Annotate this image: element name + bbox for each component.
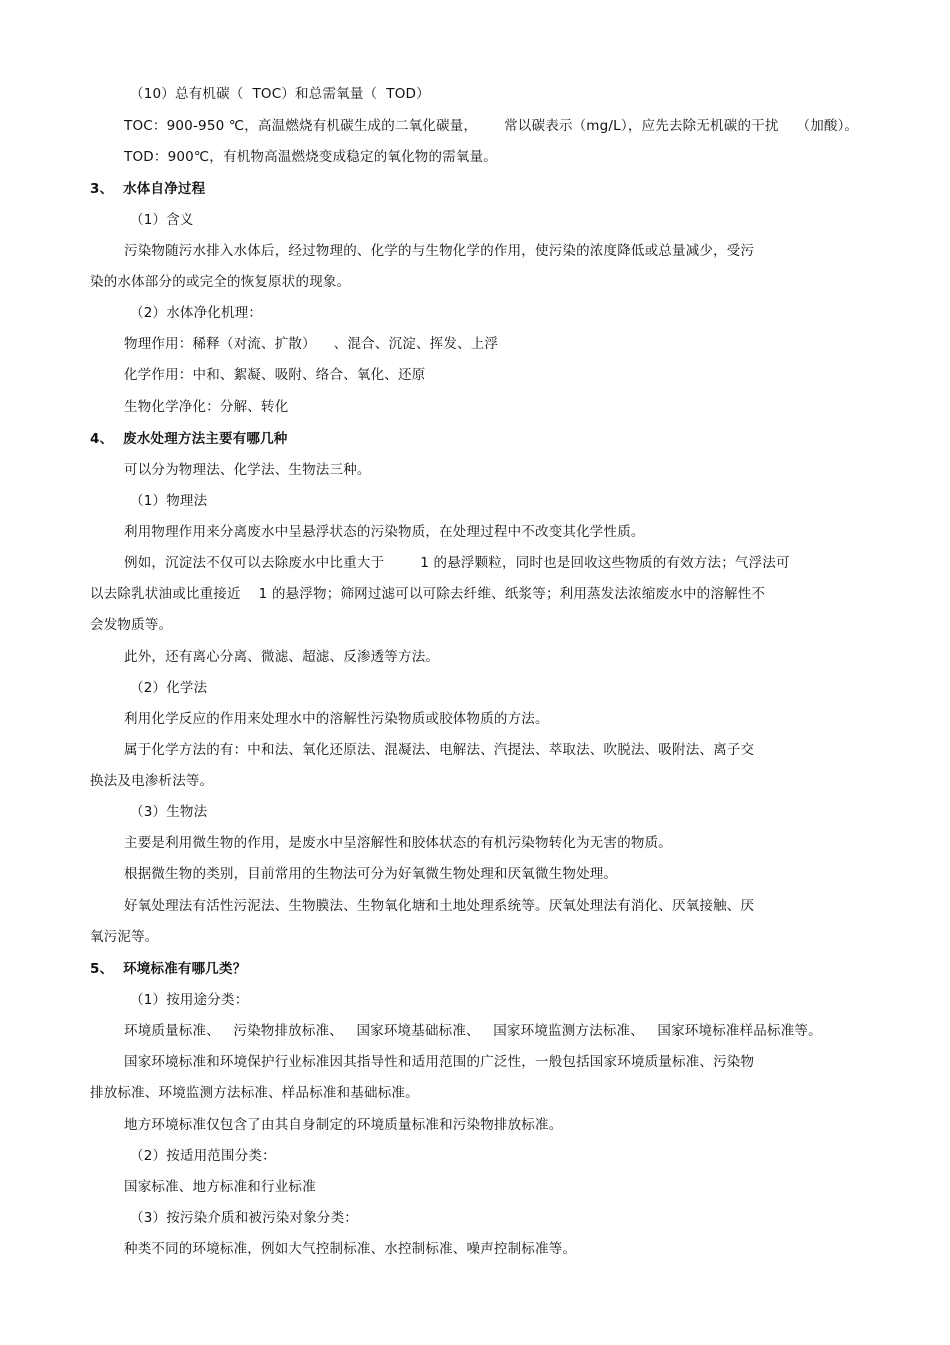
subsection-physical: （1）物理法 [130,493,208,509]
paragraph-line: 污染物随污水排入水体后，经过物理的、化学的与生物化学的作用，使污染的浓度降低或总量减少，受污 [124,243,755,259]
tod-definition: TOD：900℃，有机物高温燃烧变成稳定的氧化物的需氧量。 [124,149,497,165]
paragraph-line: 例如，沉淀法不仅可以去除废水中比重大于 1 的悬浮颗粒，同时也是回收这些物质的有效方法；气浮法可 [124,555,790,571]
paragraph-line: 排放标准、环境监测方法标准、样品标准和基础标准。 [90,1085,419,1101]
section-5-heading: 5、 环境标准有哪几类？ [90,961,247,977]
paragraph-line: 主要是利用微生物的作用，是废水中呈溶解性和胶体状态的有机污染物转化为无害的物质。 [124,835,672,851]
paragraph-line: 地方环境标准仅包含了由其自身制定的环境质量标准和污染物排放标准。 [124,1117,563,1133]
paragraph-line: 物理作用：稀释（对流、扩散） 、混合、沉淀、挥发、上浮 [124,336,499,352]
paragraph-line: 化学作用：中和、絮凝、吸附、络合、氧化、还原 [124,367,426,383]
subsection-chemical: （2）化学法 [130,680,208,696]
paragraph-line: 利用化学反应的作用来处理水中的溶解性污染物质或胶体物质的方法。 [124,711,549,727]
paragraph-line: 国家标准、地方标准和行业标准 [124,1179,316,1195]
paragraph-line: 生物化学净化：分解、转化 [124,399,289,415]
subsection-by-use: （1）按用途分类： [130,992,249,1008]
paragraph-line: 可以分为物理法、化学法、生物法三种。 [124,462,371,478]
section-3-heading: 3、 水体自净过程 [90,181,206,197]
paragraph-line: 好氧处理法有活性污泥法、生物膜法、生物氧化塘和土地处理系统等。厌氧处理法有消化、厌氧接触、厌 [124,898,755,914]
paragraph-line: 种类不同的环境标准，例如大气控制标准、水控制标准、噪声控制标准等。 [124,1241,577,1257]
subsection-meaning: （1）含义 [130,212,194,228]
toc-definition: TOC：900-950 ℃，高温燃烧有机碳生成的二氧化碳量， 常以碳表示（mg/L），应先去除无机碳的干扰 （加酸）。 [124,118,859,134]
subsection-mechanism: （2）水体净化机理： [130,305,263,321]
paragraph-line: 会发物质等。 [90,617,173,633]
paragraph-line: 此外，还有离心分离、微滤、超滤、反渗透等方法。 [124,649,440,665]
subsection-by-scope: （2）按适用范围分类： [130,1148,276,1164]
paragraph-line: 氧污泥等。 [90,929,159,945]
paragraph-line: 以去除乳状油或比重接近 1 的悬浮物；筛网过滤可以可除去纤维、纸浆等；利用蒸发法浓缩废水中的溶解性不 [90,586,766,602]
paragraph-line: 属于化学方法的有：中和法、氧化还原法、混凝法、电解法、汽提法、萃取法、吹脱法、吸附法、离子交 [124,742,755,758]
toc-tod-heading: （10）总有机碳（ TOC）和总需氧量（ TOD） [130,86,430,102]
paragraph-line: 换法及电渗析法等。 [90,773,214,789]
paragraph-line: 环境质量标准、 污染物排放标准、 国家环境基础标准、 国家环境监测方法标准、 国家环境标准样品标准等。 [124,1023,822,1039]
paragraph-line: 利用物理作用来分离废水中呈悬浮状态的污染物质，在处理过程中不改变其化学性质。 [124,524,645,540]
paragraph-line: 国家环境标准和环境保护行业标准因其指导性和适用范围的广泛性，一般包括国家环境质量标准、污染物 [124,1054,755,1070]
paragraph-line: 染的水体部分的或完全的恢复原状的现象。 [90,274,351,290]
subsection-biological: （3）生物法 [130,804,208,820]
subsection-by-medium: （3）按污染介质和被污染对象分类： [130,1210,358,1226]
section-4-heading: 4、 废水处理方法主要有哪几种 [90,431,288,447]
paragraph-line: 根据微生物的类别，目前常用的生物法可分为好氧微生物处理和厌氧微生物处理。 [124,866,618,882]
